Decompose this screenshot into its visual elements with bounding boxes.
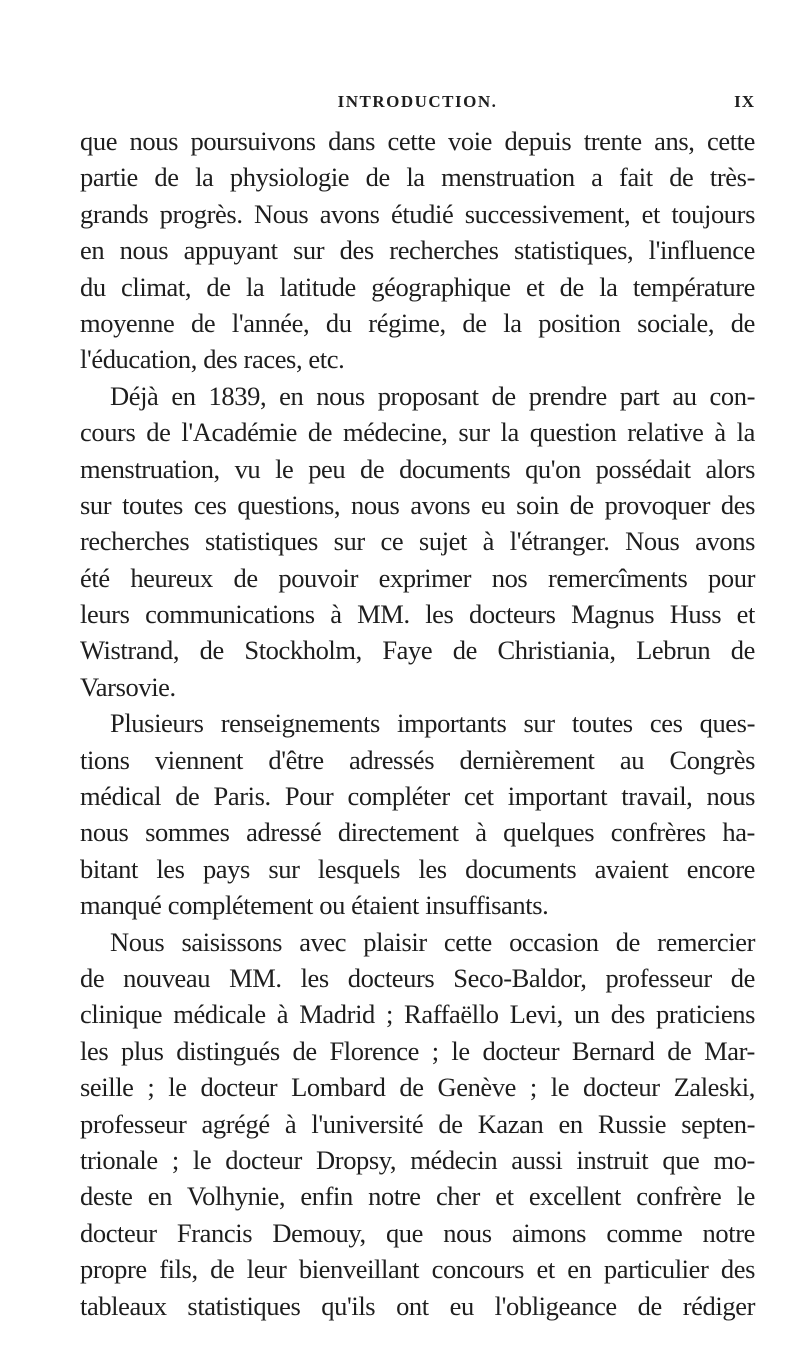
body-text [80, 123, 755, 1324]
text-line: manqué complétement ou étaient insuffisants. [80, 890, 549, 921]
text-line: deste en Volhynie, enfin notre cher et excellent confrère le [80, 1181, 755, 1212]
text-line: en nous appuyant sur des recherches statistiques, l'influence [80, 235, 755, 266]
text-line: bitant les pays sur lesquels les documents avaient encore [80, 853, 755, 884]
text-line: partie de la physiologie de la menstruation a fait de très- [80, 162, 755, 193]
text-line: Varsovie. [80, 671, 176, 702]
text-line: tions viennent d'être adressés dernièrement au Congrès [80, 744, 755, 775]
text-line: été heureux de pouvoir exprimer nos remercîments pour [80, 562, 755, 593]
text-line: clinique médicale à Madrid ; Raffaëllo Levi, un des praticiens [80, 999, 755, 1030]
text-line: nous sommes adressé directement à quelques confrères ha- [80, 817, 755, 848]
running-head [80, 92, 755, 116]
text-line: cours de l'Académie de médecine, sur la question relative à la [80, 417, 755, 448]
text-line: seille ; le docteur Lombard de Genève ; le docteur Zaleski, [80, 1072, 755, 1103]
text-line: les plus distingués de Florence ; le docteur Bernard de Mar- [80, 1035, 755, 1066]
text-line: que nous poursuivons dans cette voie depuis trente ans, cette [80, 126, 755, 156]
text-line: Plusieurs renseignements importants sur toutes ces ques- [110, 708, 755, 739]
text-line: tableaux statistiques qu'ils ont eu l'obligeance de rédiger [80, 1290, 755, 1321]
text-line: sur toutes ces questions, nous avons eu soin de provoquer des [80, 489, 755, 520]
text-line: du climat, de la latitude géographique et de la température [80, 271, 755, 302]
page-number: IX [734, 92, 755, 111]
text-line: médical de Paris. Pour compléter cet important travail, nous [80, 781, 755, 812]
text-line: menstruation, vu le peu de documents qu'on possédait alors [80, 453, 755, 484]
text-line: professeur agrégé à l'université de Kazan en Russie septen- [80, 1108, 755, 1139]
running-head-title: INTRODUCTION. [337, 92, 498, 111]
text-line: grands progrès. Nous avons étudié successivement, et toujours [80, 198, 755, 229]
text-line: de nouveau MM. les docteurs Seco-Baldor, professeur de [80, 962, 755, 993]
text-line: trionale ; le docteur Dropsy, médecin aussi instruit que mo- [80, 1144, 755, 1175]
text-line: l'éducation, des races, etc. [80, 344, 345, 375]
text-line: docteur Francis Demouy, que nous aimons comme notre [80, 1217, 755, 1248]
text-line: moyenne de l'année, du régime, de la position sociale, de [80, 307, 755, 338]
text-line: Déjà en 1839, en nous proposant de prendre part au con- [110, 380, 755, 411]
text-line: propre fils, de leur bienveillant concours et en particulier des [80, 1254, 755, 1285]
text-line: leurs communications à MM. les docteurs Magnus Huss et [80, 599, 755, 630]
text-line: recherches statistiques sur ce sujet à l'étranger. Nous avons [80, 526, 755, 557]
text-line: Nous saisissons avec plaisir cette occasion de remercier [110, 926, 755, 957]
text-line: Wistrand, de Stockholm, Faye de Christiania, Lebrun de [80, 635, 755, 666]
